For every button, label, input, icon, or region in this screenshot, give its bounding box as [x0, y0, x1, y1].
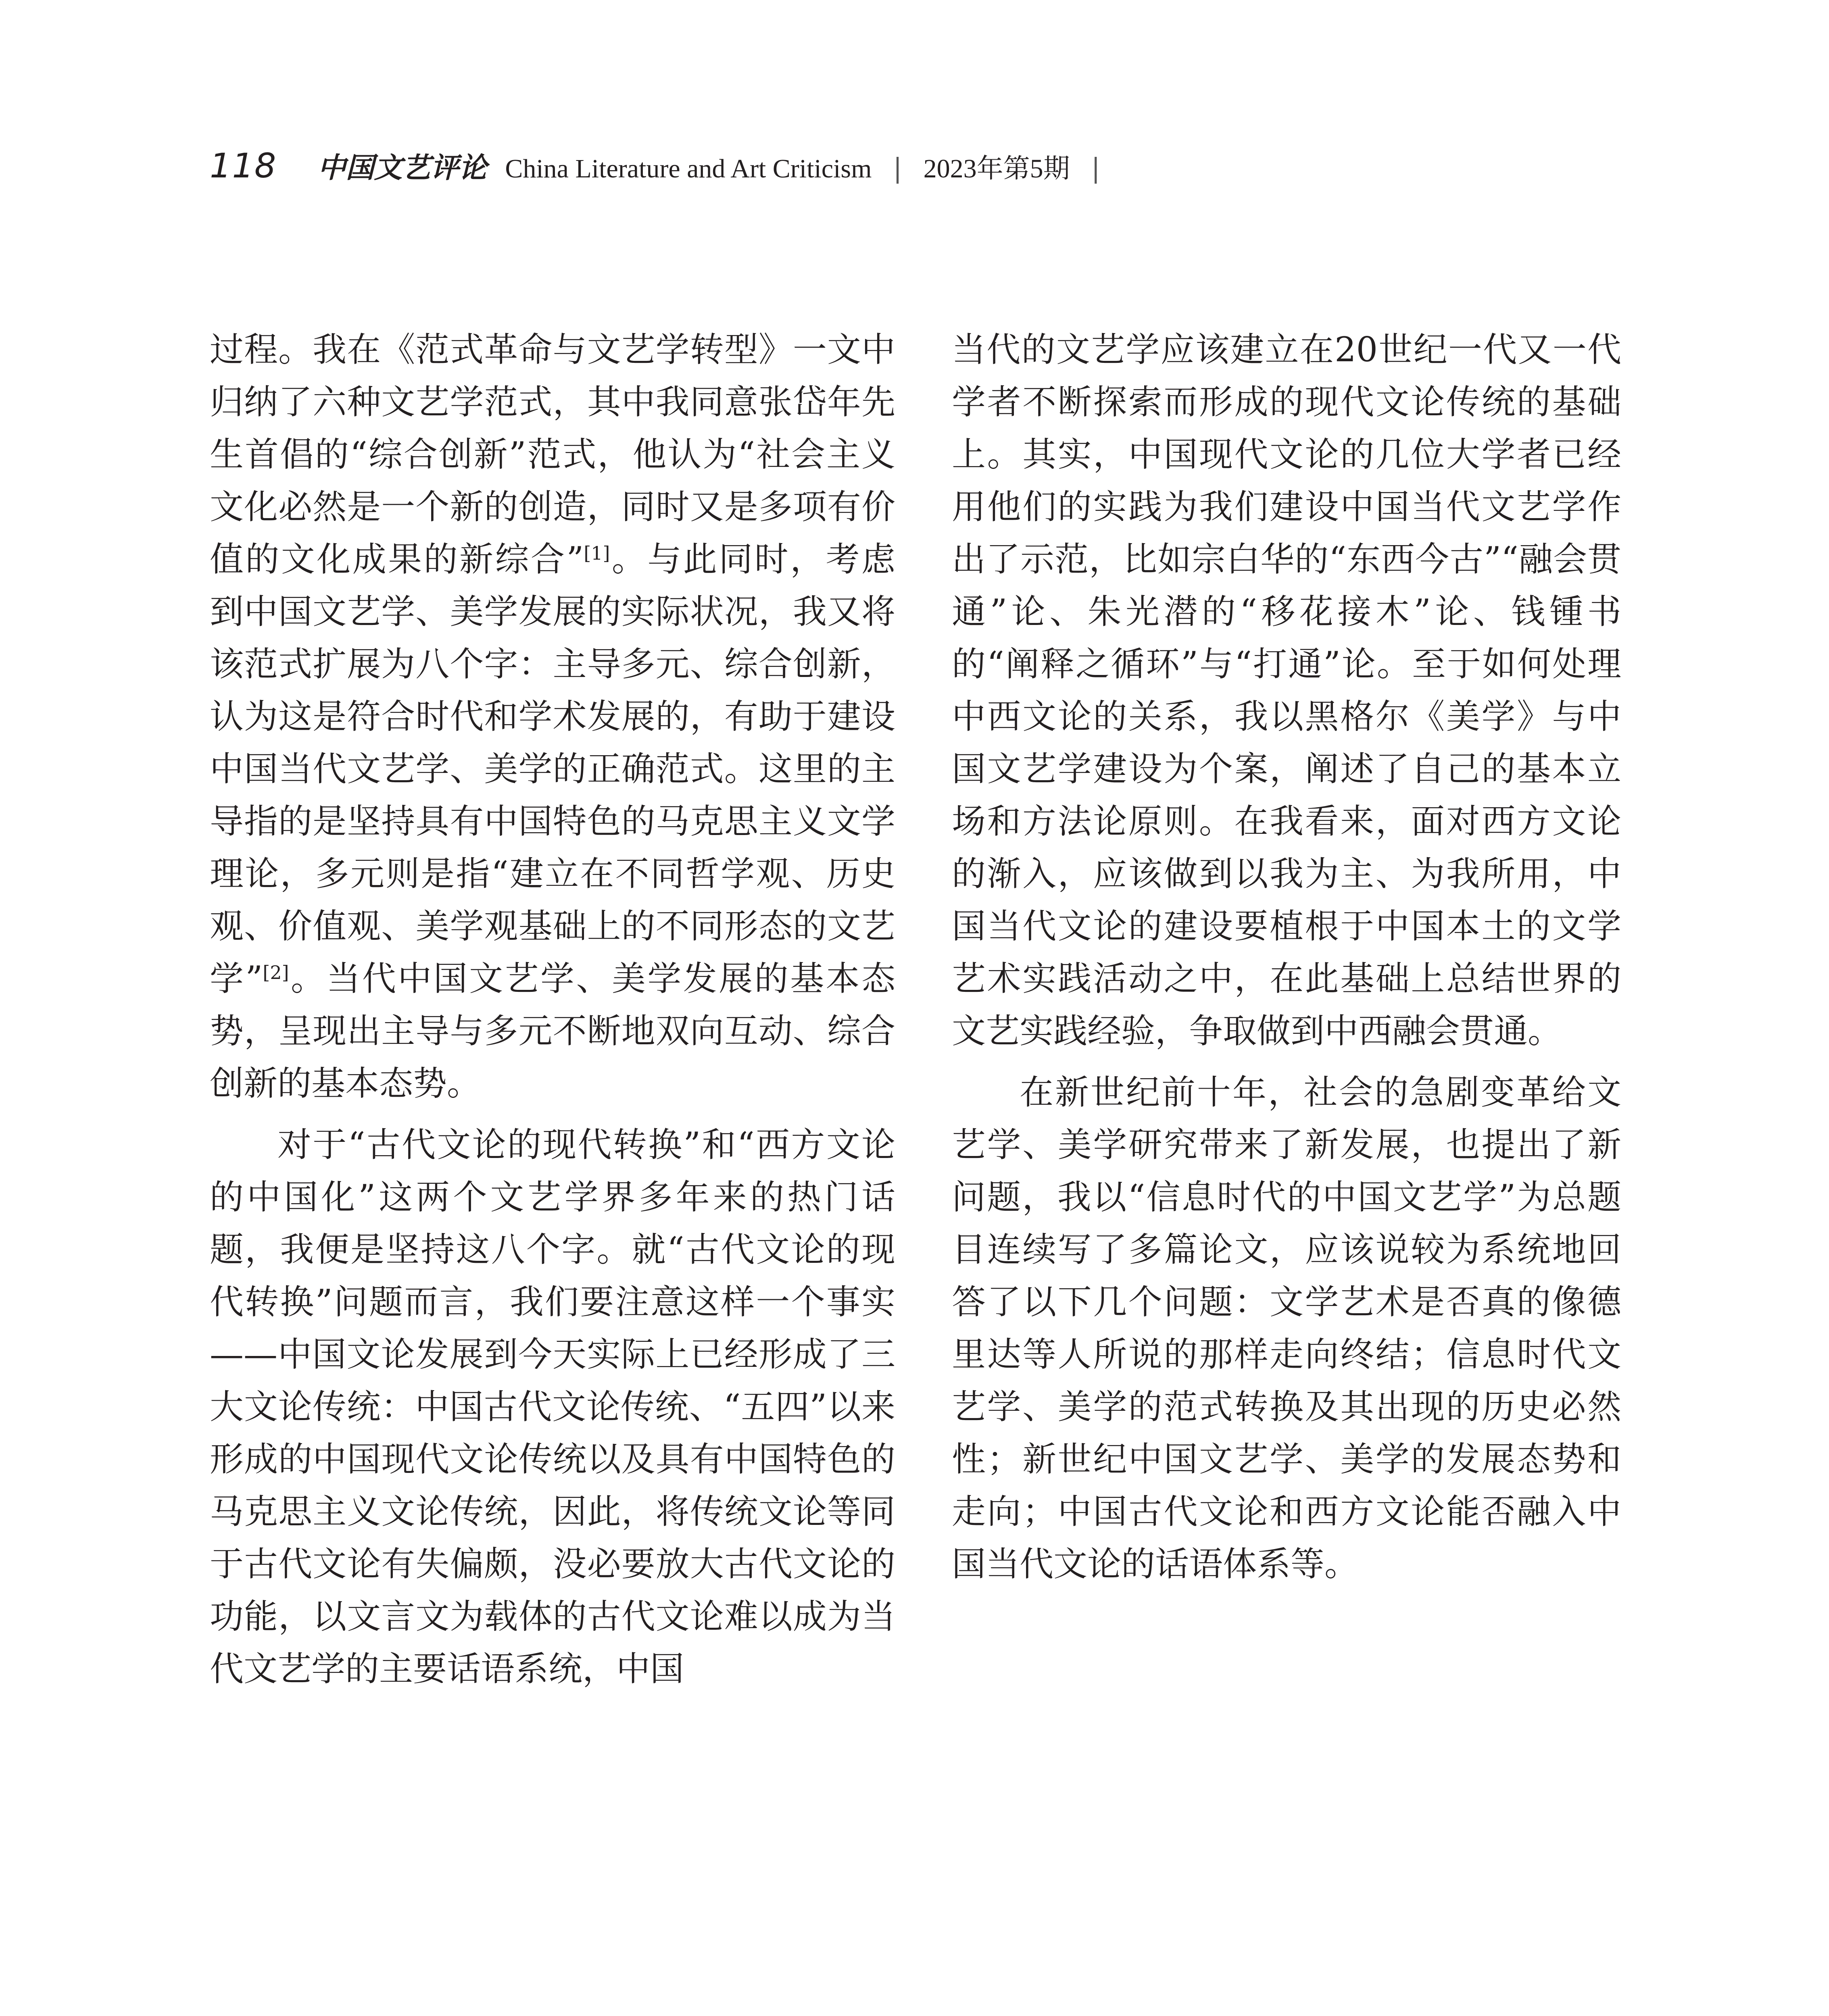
- left-column: [210, 323, 895, 1695]
- left-p1-text-a: 过程。我在《范式革命与文艺学转型》一文中归纳了六种文艺学范式，其中我同意张岱年先生首倡的“综合创新”范式，他认为“社会主义文化必然是一个新的创造，同时又是多项有价值的文化成果的新综合”: [210, 330, 895, 579]
- running-header: [210, 145, 1113, 194]
- page-number: 118: [210, 146, 277, 185]
- header-separator-end: |: [1091, 153, 1100, 184]
- left-p1-text-c: 。当代中国文艺学、美学发展的基本态势，呈现出主导与多元不断地双向互动、综合创新的基本态势。: [210, 959, 895, 1103]
- left-paragraph-2: 对于“古代文论的现代转换”和“西方文论的中国化”这两个文艺学界多年来的热门话题，我便是坚持这八个字。就“古代文论的现代转换”问题而言，我们要注意这样一个事实——中国文论发展到今天实际上已经形成了三大文论传统：中国古代文论传统、“五四”以来形成的中国现代文论传统以及具有中国特色的马克思主义文论传统，因此，将传统文论等同于古代文论有失偏颇，没必要放大古代文论的功能，以文言文为载体的古代文论难以成为当代文艺学的主要话语系统，中国: [210, 1125, 895, 1689]
- right-paragraph-1: 当代的文艺学应该建立在20世纪一代又一代学者不断探索而形成的现代文论传统的基础上。其实，中国现代文论的几位大学者已经用他们的实践为我们建设中国当代文艺学作出了示范，比如宗白华的“东西今古”“融会贯通”论、朱光潜的“移花接木”论、钱锺书的“阐释之循环”与“打通”论。至于如何处理中西文论的关系，我以黑格尔《美学》与中国文艺学建设为个案，阐述了自己的基本立场和方法论原则。在我看来，面对西方文论的渐入，应该做到以我为主、为我所用，中国当代文论的建设要植根于中国本土的文学艺术实践活动之中，在此基础上总结世界的文艺实践经验，争取做到中西融会贯通。: [952, 330, 1621, 1051]
- journal-title-en: China Literature and Art Criticism: [505, 154, 872, 183]
- left-paragraph-1: [210, 323, 895, 1110]
- right-column: [952, 323, 1621, 1590]
- header-separator: |: [893, 153, 902, 184]
- journal-title-cn: 中国文艺评论: [317, 151, 487, 184]
- footnote-ref-2[interactable]: [2]: [263, 962, 289, 983]
- footnote-ref-1[interactable]: [1]: [584, 542, 610, 564]
- left-p1-text-b: 。与此同时，考虑到中国文艺学、美学发展的实际状况，我又将该范式扩展为八个字：主导多元、综合创新，认为这是符合时代和学术发展的，有助于建设中国当代文艺学、美学的正确范式。这里的主导指的是坚持具有中国特色的马克思主义文学理论，多元则是指“建立在不同哲学观、历史观、价值观、美学观基础上的不同形态的文艺学”: [210, 539, 895, 998]
- right-paragraph-2: 在新世纪前十年，社会的急剧变革给文艺学、美学研究带来了新发展，也提出了新问题，我以“信息时代的中国文艺学”为总题目连续写了多篇论文，应该说较为系统地回答了以下几个问题：文学艺术是否真的像德里达等人所说的那样走向终结；信息时代文艺学、美学的范式转换及其出现的历史必然性；新世纪中国文艺学、美学的发展态势和走向；中国古代文论和西方文论能否融入中国当代文论的话语体系等。: [952, 1073, 1621, 1584]
- issue-label: 2023年第5期: [923, 154, 1070, 183]
